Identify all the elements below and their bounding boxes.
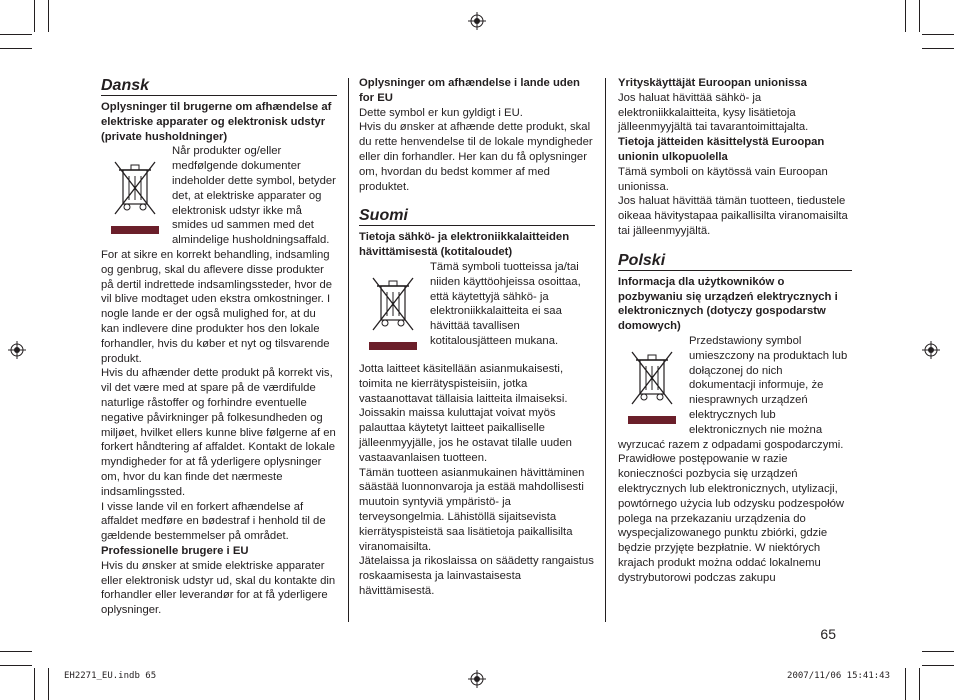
- crop-mark: [0, 34, 32, 35]
- column-dansk: [101, 76, 337, 618]
- paragraph: Tämän tuotteen asianmukainen hävittäminen säästää luonnonvaroja ja estää mahdollisesti muutoin syntyviä ympäristö- ja terveysongelmia. Lähistöllä sijaitsevista kierrätyspisteistä saa lisätietoja paikallisilta viranomaisilta.: [359, 466, 585, 553]
- paragraph: I visse lande vil en forkert afhændelse af affaldet medføre en bødestraf i henhold til de gældende bestemmelser på området.: [101, 500, 326, 543]
- paragraph: Tämä symboli on käytössä vain Euroopan unionissa.: [618, 165, 828, 193]
- paragraph: Jos haluat hävittää sähkö- ja elektroniikkalaitteita, kysy lisätietoja jälleenmyyjältä tai tavarantoimittajalta.: [618, 91, 809, 134]
- crop-mark: [922, 651, 954, 652]
- paragraph: Jätelaissa ja rikoslaissa on säädetty rangaistus roskaamisesta ja lainvastaisesta hävittämisestä.: [359, 555, 594, 597]
- crop-mark: [48, 668, 49, 700]
- page-number: 65: [820, 626, 836, 642]
- weee-bar: [111, 226, 159, 234]
- column-polski: [618, 76, 852, 586]
- paragraph: Hvis du ønsker at smide elektriske apparater eller elektronisk udstyr ud, skal du kontakte din forhandler eller leverandør for at få yderligere oplysninger.: [101, 559, 336, 617]
- registration-mark-icon: [468, 12, 486, 30]
- paragraph: Hvis du afhænder dette produkt på korrekt vis, vil det være med at spare på de værdifulde naturlige råstoffer og forhindre eventuelle negative påvirkninger på folkesundheden og miljøet, hvilket ellers kunne blive følgerne af en forkert håndtering af affaldet. Kontakt de lokale myndigheder for at få yderligere oplysninger om, hvor du kan finde det nærmeste indsamlingssted.: [101, 367, 336, 498]
- subheading: Informacja dla użytkowników o pozbywaniu się urządzeń elektrycznych i elektronicznych (dotyczy gospodarstw domowych): [618, 275, 838, 333]
- crop-mark: [905, 0, 906, 32]
- subheading: Yrityskäyttäjät Euroopan unionissa: [618, 77, 807, 89]
- weee-figure-row: [618, 334, 852, 452]
- weee-figure-row: [359, 260, 595, 362]
- subheading: Oplysninger om afhændelse i lande uden for EU: [359, 77, 580, 104]
- subheading: Tietoja sähkö- ja elektroniikkalaitteiden hävittämisestä (kotitaloudet): [359, 231, 570, 259]
- weee-bar: [628, 416, 676, 424]
- section-heading-suomi: Suomi: [359, 206, 595, 226]
- paragraph: Jos haluat hävittää tämän tuotteen, tiedustele oikeaa hävitystapaa paikallisilta viranomaisilta tai jälleenmyyjältä.: [618, 195, 848, 237]
- crossed-bin-icon: [111, 154, 159, 222]
- figure-text: Tämä symboli tuotteissa ja/tai niiden käyttöohjeissa osoittaa, että käytettyjä sähkö- ja elektroniikkalaitteita ei saa hävittää tavallisen kotitalousjätteen mukana.: [430, 260, 581, 347]
- subheading: Tietoja jätteiden käsittelystä Euroopan unionin ulkopuolella: [618, 136, 825, 163]
- registration-mark-icon: [8, 341, 26, 359]
- weee-bar: [369, 342, 417, 350]
- crop-mark: [919, 668, 920, 700]
- crop-mark: [919, 0, 920, 32]
- crop-mark: [922, 34, 954, 35]
- column-suomi: [359, 76, 595, 599]
- subheading: Professionelle brugere i EU: [101, 544, 249, 557]
- crop-mark: [34, 0, 35, 32]
- section-heading-dansk: Dansk: [101, 76, 337, 96]
- paragraph: Hvis du ønsker at afhænde dette produkt, skal du rette henvendelse til de lokale myndigheder eller din forhandler. Her kan du få oplysninger om, hvordan du bedst kommer af med produktet.: [359, 121, 593, 193]
- crop-mark: [0, 665, 32, 666]
- figure-text: Når produkter og/eller medfølgende dokumenter indeholder dette symbol, betyder det, at elektriske apparater og elektronisk udstyr ikke må smides ud sammen med det almindelige husholdningsaffald.: [172, 145, 336, 247]
- weee-figure: [359, 260, 429, 362]
- crop-mark: [922, 48, 954, 49]
- slug-timestamp: 2007/11/06 15:41:43: [787, 671, 890, 681]
- crossed-bin-icon: [369, 270, 417, 338]
- paragraph: Jotta laitteet käsitellään asianmukaisesti, toimita ne kierrätyspisteisiin, jotka vastaanottavat tällaisia laitteita ilmaiseksi. Joissakin maissa kuluttajat voivat myös palauttaa käytetyt laitteet paikalliselle jälleenmyyjälle, jos he ostavat tilalle uuden vastaavanlaisen tuotteen.: [359, 362, 572, 464]
- weee-figure: [101, 144, 171, 246]
- registration-mark-icon: [922, 341, 940, 359]
- figure-text: Przedstawiony symbol umieszczony na produktach lub dołączonej do nich dokumentacji informuje, że niesprawnych urządzeń elektrycznych lub elektronicznych nie można wyrzucać razem z odpadami gospodarczymi.: [618, 334, 848, 451]
- registration-mark-icon: [468, 670, 486, 688]
- crop-mark: [922, 665, 954, 666]
- column-divider: [348, 78, 349, 622]
- crop-mark: [48, 0, 49, 32]
- crop-mark: [34, 668, 35, 700]
- weee-figure: [618, 334, 688, 436]
- paragraph: Prawidłowe postępowanie w razie konieczności pozbycia się urządzeń elektrycznych lub elektronicznych, utylizacji, powtórnego użycia lub odzysku podzespołów polega na przekazaniu urządzenia do wyspecjalizowanego punktu zbiórki, gdzie będzie przyjęte bezpłatnie. W niektórych krajach produkt można oddać lokalnemu dystrybutorowi podczas zakupu: [618, 453, 845, 584]
- slug-file: EH2271_EU.indb 65: [64, 671, 157, 681]
- weee-figure-row: [101, 144, 337, 248]
- column-divider: [605, 78, 606, 622]
- crop-mark: [905, 668, 906, 700]
- paragraph: Dette symbol er kun gyldigt i EU.: [359, 106, 523, 119]
- paragraph: For at sikre en korrekt behandling, indsamling og genbrug, skal du aflevere disse produkter på dertil indrettede indsamlingssteder, hvor de vil blive modtaget uden ekstra omkostninger. I nogle lande er der også mulighed for, at du kan indlevere dine produkter hos den lokale forhandler, hvis du køber et nyt og tilsvarende produkt.: [101, 248, 333, 365]
- crop-mark: [0, 48, 32, 49]
- subheading: Oplysninger til brugerne om afhændelse af elektriske apparater og elektronisk udstyr (private husholdninger): [101, 101, 332, 143]
- crossed-bin-icon: [628, 344, 676, 412]
- section-heading-polski: Polski: [618, 251, 852, 271]
- crop-mark: [0, 651, 32, 652]
